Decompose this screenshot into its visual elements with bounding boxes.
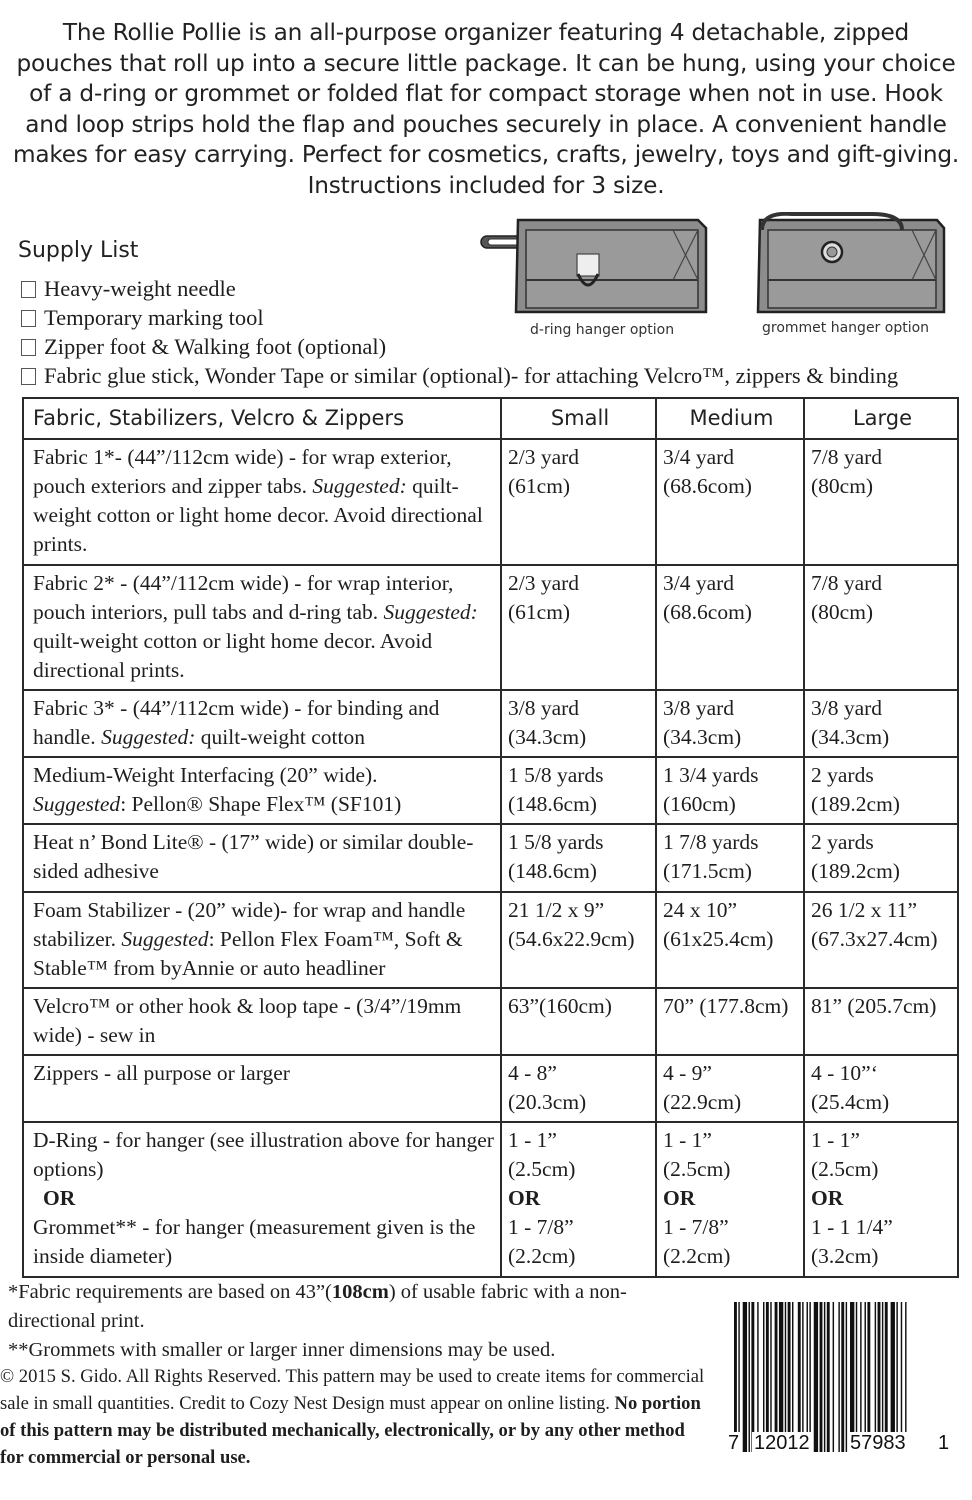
footnote-fabric: *Fabric requirements are based on 43”(108cm) of usable fabric with a non-directional print. (8, 1281, 627, 1332)
large-value: 7/8 yard (80cm) (804, 439, 958, 564)
large-value: 4 - 10”‘ (25.4cm) (804, 1055, 958, 1122)
row-description: Fabric 3* - (44”/112cm wide) - for binding and handle. Suggested: quilt-weight cotton (23, 690, 501, 757)
medium-value: 1 7/8 yards (171.5cm) (656, 824, 804, 891)
intro-paragraph: The Rollie Pollie is an all-purpose organizer featuring 4 detachable, zipped pouches that roll up into a secure little package. It can be hung, using your choice of a d-ring or grommet or folded flat for compact storage when not in use. Hook and loop strips hold the flap and pouches securely in place. A convenient handle makes for easy carrying. Perfect for cosmetics, crafts, jewelry, toys and gift-giving. Instructions included for 3 size. (12, 19, 960, 199)
small-value: 4 - 8” (20.3cm) (501, 1055, 656, 1122)
medium-value: 1 - 1” (2.5cm) OR 1 - 7/8” (2.2cm) (656, 1122, 804, 1277)
table-row (23, 439, 958, 564)
table-row (23, 892, 958, 988)
small-value: 3/8 yard (34.3cm) (501, 690, 656, 757)
header-materials: Fabric, Stabilizers, Velcro & Zippers (23, 398, 501, 439)
row-description: Zippers - all purpose or larger (23, 1055, 501, 1122)
row-description: Foam Stabilizer - (20” wide)- for wrap and handle stabilizer. Suggested: Pellon Flex Foam™, Soft & Stable™ from byAnnie or auto headliner (23, 892, 501, 988)
supply-item: Temporary marking tool (18, 303, 968, 332)
header-small: Small (501, 398, 656, 439)
table-header-row (23, 398, 958, 439)
large-value: 1 - 1” (2.5cm) OR 1 - 1 1/4” (3.2cm) (804, 1122, 958, 1277)
requirements-table (22, 397, 959, 1278)
small-value: 2/3 yard (61cm) (501, 439, 656, 564)
table-row (23, 690, 958, 757)
header-medium: Medium (656, 398, 804, 439)
small-value: 1 5/8 yards (148.6cm) (501, 757, 656, 824)
table-row (23, 1122, 958, 1277)
large-value: 26 1/2 x 11” (67.3x27.4cm) (804, 892, 958, 988)
row-description: Velcro™ or other hook & loop tape - (3/4”/19mm wide) - sew in (23, 988, 501, 1055)
small-value: 2/3 yard (61cm) (501, 565, 656, 690)
medium-value: 3/8 yard (34.3cm) (656, 690, 804, 757)
small-value: 21 1/2 x 9” (54.6x22.9cm) (501, 892, 656, 988)
dring-caption: d-ring hanger option (530, 322, 675, 338)
large-value: 3/8 yard (34.3cm) (804, 690, 958, 757)
medium-value: 70” (177.8cm) (656, 988, 804, 1055)
medium-value: 3/4 yard (68.6com) (656, 565, 804, 690)
table-row (23, 988, 958, 1055)
medium-value: 1 3/4 yards (160cm) (656, 757, 804, 824)
large-value: 81” (205.7cm) (804, 988, 958, 1055)
table-row (23, 824, 958, 891)
checkbox-icon (21, 368, 36, 385)
grommet-caption: grommet hanger option (762, 320, 930, 336)
medium-value: 24 x 10” (61x25.4cm) (656, 892, 804, 988)
large-value: 2 yards (189.2cm) (804, 757, 958, 824)
copyright-notice: © 2015 S. Gido. All Rights Reserved. This pattern may be used to create items for commercial sale in small quantities. Credit to Cozy Nest Design must appear on online listing. No portion of this pattern may be distributed mechanically, electronically, or by any other method for commercial or personal use. (0, 1366, 705, 1468)
row-description: D-Ring - for hanger (see illustration above for hanger options) OR Grommet** - for hanger (measurement given is the inside diameter) (23, 1122, 501, 1277)
table-row (23, 1055, 958, 1122)
footnote-grommet: **Grommets with smaller or larger inner dimensions may be used. (8, 1339, 556, 1361)
dring-organizer-illustration (478, 212, 730, 318)
large-value: 7/8 yard (80cm) (804, 565, 958, 690)
row-description: Fabric 2* - (44”/112cm wide) - for wrap interior, pouch interiors, pull tabs and d-ring tab. Suggested: quilt-weight cotton or light home decor. Avoid directional prints. (23, 565, 501, 690)
checkbox-icon (21, 281, 36, 298)
supply-item: Heavy-weight needle (18, 274, 968, 303)
row-description: Medium-Weight Interfacing (20” wide). Suggested: Pellon® Shape Flex™ (SF101) (23, 757, 501, 824)
row-description: Heat n’ Bond Lite® - (17” wide) or similar double-sided adhesive (23, 824, 501, 891)
large-value: 2 yards (189.2cm) (804, 824, 958, 891)
checkbox-icon (21, 339, 36, 356)
small-value: 1 - 1” (2.5cm) OR 1 - 7/8” (2.2cm) (501, 1122, 656, 1277)
supply-item: Zipper foot & Walking foot (optional) (18, 332, 968, 361)
header-large: Large (804, 398, 958, 439)
table-row (23, 757, 958, 824)
medium-value: 3/4 yard (68.6com) (656, 439, 804, 564)
supply-list-title: Supply List (18, 238, 139, 263)
table-row (23, 565, 958, 690)
footnotes (8, 1278, 708, 1365)
grommet-organizer-illustration (732, 212, 954, 318)
checkbox-icon (21, 310, 36, 327)
small-value: 63”(160cm) (501, 988, 656, 1055)
row-description: Fabric 1*- (44”/112cm wide) - for wrap exterior, pouch exteriors and zipper tabs. Suggested: quilt-weight cotton or light home decor. Avoid directional prints. (23, 439, 501, 564)
medium-value: 4 - 9” (22.9cm) (656, 1055, 804, 1122)
supply-item: Fabric glue stick, Wonder Tape or similar (optional)- for attaching Velcro™, zippers & binding (18, 361, 968, 390)
small-value: 1 5/8 yards (148.6cm) (501, 824, 656, 891)
